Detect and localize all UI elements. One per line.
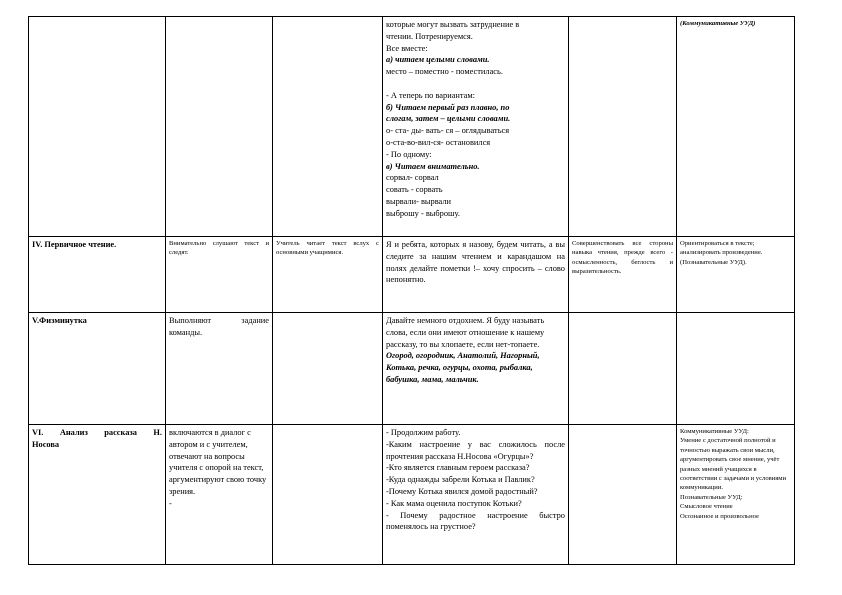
table-row (29, 425, 795, 565)
result-cell (569, 425, 677, 565)
reading-line: которые могут вызвать затруднение в (386, 20, 520, 29)
question: - Почему радостное настроение быстро поменялось на грустное? (386, 510, 565, 532)
dash: - (169, 498, 172, 508)
reading-line: в) Читаем внимательно. (386, 161, 480, 171)
reading-line: место – поместно - поместилась. (386, 67, 503, 77)
question: -Каким настроение у вас сложилось после прочтения рассказа Н.Носова «Огурцы»? (386, 439, 565, 461)
stage-title: VI. Анализ рассказа Н. (32, 428, 162, 437)
uud-text: Осознанное и произвольное (680, 512, 759, 520)
student-activity-cell (166, 425, 273, 565)
reading-line: б) Читаем первый раз плавно, по (386, 102, 510, 112)
question: - Как мама оценила поступок Котьки? (386, 498, 522, 508)
reading-line: о-ста-во-вил-ся- остановился (386, 137, 491, 147)
table-row (29, 237, 795, 313)
physminute-instruction: Давайте немного отдохнем. Я буду называть слова, если они имеют отношение к нашему рассказу, то вы хлопаете, если нет-топаете. (386, 316, 545, 349)
content-cell (383, 17, 569, 237)
result-cell (569, 17, 677, 237)
reading-line: вырвали- вырвали (386, 196, 452, 206)
reading-line: о- ста- ды- вать- ся – оглядываться (386, 126, 510, 136)
reading-line: выброшу - выброшу. (386, 208, 460, 218)
reading-line: слогам, затем – целыми словами. (386, 114, 511, 124)
student-activity-cell: Внимательно слушают текст и следят. (166, 237, 273, 313)
content-cell (383, 425, 569, 565)
physminute-words: Огород, огородник, Анатолий, Нагорный, Котька, речка, огурцы, охота, рыбалка, бабушка, мама, мальчик. (386, 351, 540, 384)
content-cell: Я и ребята, которых я назову, будем читать, а вы следите за нашим чтением и карандашом на полях делайте пометки !– хочу спросить – слово непонятно. (383, 237, 569, 313)
uud-text: Умение с достаточной полнотой и точностью выражать свои мысли, аргументировать свое мнение, учёт разных мнений учащихся в соответствии с задачами и условиями коммуникации. (680, 437, 786, 492)
question: -Почему Котька явился домой радостный? (386, 486, 538, 496)
table-row (29, 17, 795, 237)
teacher-activity-cell (273, 313, 383, 425)
reading-line: сорвал- сорвал (386, 173, 439, 183)
reading-line: - По одному: (386, 149, 432, 159)
stage-title-cont: Носова (32, 439, 60, 449)
uud-heading: Познавательные УУД: (680, 493, 743, 501)
uud-text: Смысловое чтение (680, 503, 733, 511)
question: -Куда однажды забрели Котька и Павлик? (386, 475, 535, 485)
stage-cell (29, 425, 166, 565)
student-activity-cell (166, 17, 273, 237)
uud-cell (677, 313, 795, 425)
uud-cell (677, 425, 795, 565)
result-cell (569, 313, 677, 425)
teacher-activity-cell: Учитель читает текст вслух с основными учащимися. (273, 237, 383, 313)
reading-line: Все вместе: (386, 43, 428, 53)
reading-line: - А теперь по вариантам: (386, 90, 476, 100)
teacher-activity-cell (273, 17, 383, 237)
lesson-plan-table (28, 16, 795, 565)
question: -Кто является главным героем рассказа? (386, 463, 530, 473)
reading-line (386, 78, 565, 90)
content-cell (383, 313, 569, 425)
teacher-activity-cell (273, 425, 383, 565)
uud-cell: (Коммуникативные УУД) (677, 17, 795, 237)
reading-line: а) читаем целыми словами. (386, 55, 490, 65)
reading-line: чтении. Потренируемся. (386, 31, 473, 41)
stage-cell: V.Физминутка (29, 313, 166, 425)
result-cell: Совершенствовать все стороны навыка чтения, прежде всего - осмысленность, беглость и выразительность. (569, 237, 677, 313)
table-row (29, 313, 795, 425)
student-activity-text: включаются в диалог с автором и с учителем, отвечают на вопросы учителя с опорой на текст, аргументируют свою точку зрения. (169, 428, 267, 496)
uud-cell: Ориентироваться в тексте; анализировать произведение. (Познавательные УУД). (677, 237, 795, 313)
uud-heading: Коммуникативные УУД: (680, 428, 749, 435)
reading-line: совать - сорвать (386, 185, 443, 195)
stage-cell: IV. Первичное чтение. (29, 237, 166, 313)
question: - Продолжим работу. (386, 428, 461, 437)
student-activity-cell: Выполняют задание команды. (166, 313, 273, 425)
stage-cell (29, 17, 166, 237)
